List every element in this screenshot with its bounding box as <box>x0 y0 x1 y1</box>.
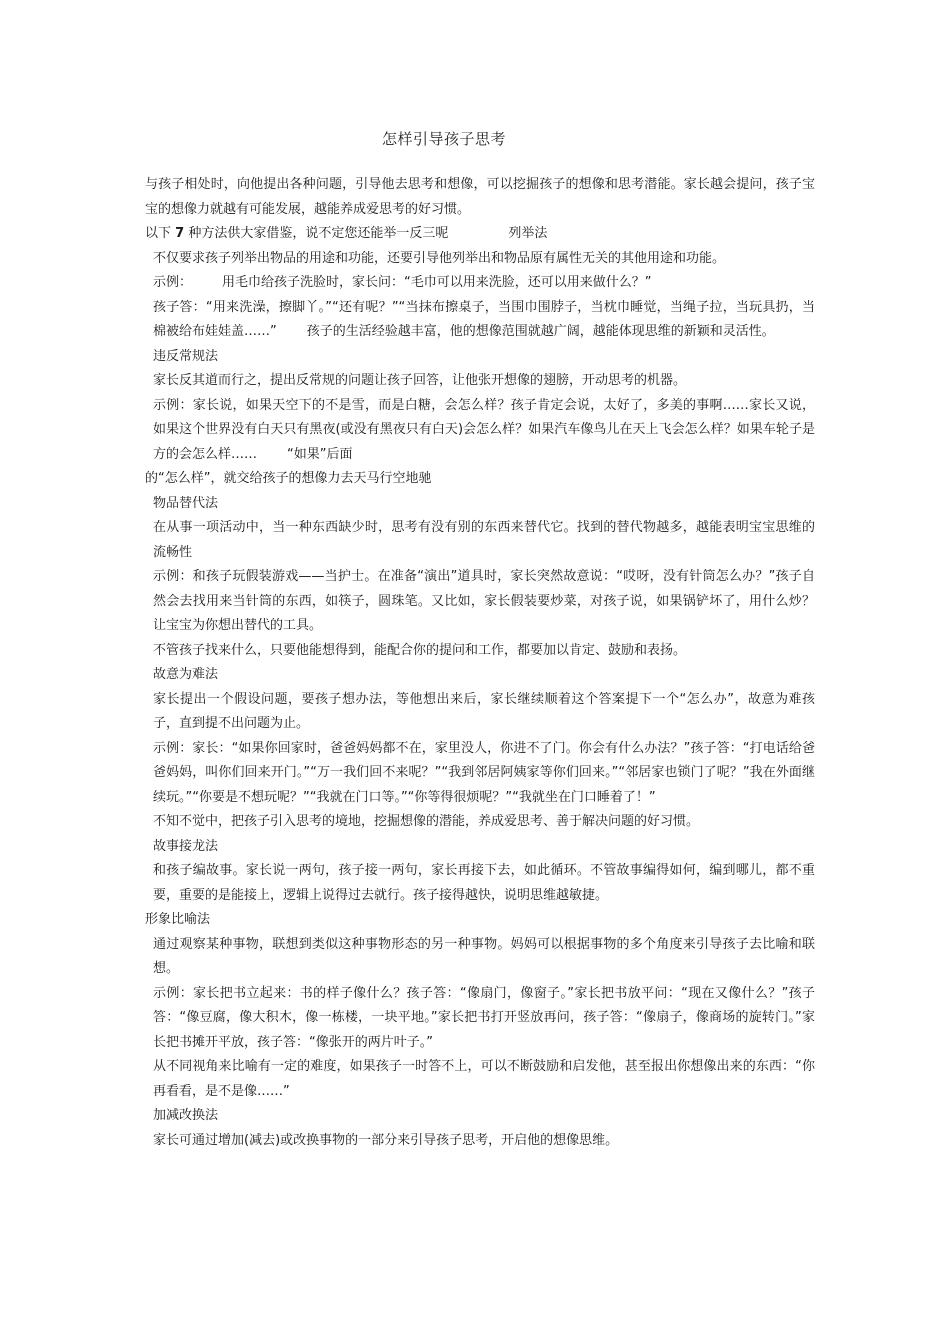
section-heading: 列举法 <box>508 226 548 241</box>
text: 孩子答：“用来洗澡，擦脚丫。”“还有呢？”“当抹布擦桌子，当围巾围脖子，当枕巾睡觉，当绳子拉，当玩具扔，当棉被给布娃娃盖……” <box>153 299 815 339</box>
paragraph <box>145 394 815 468</box>
text: 示例： <box>153 275 193 290</box>
document-body <box>145 173 815 1153</box>
paragraph: 示例：家长：“如果你回家时，爸爸妈妈都不在，家里没人，你进不了门。你会有什么办法？”孩子答：“打电话给爸爸妈妈，叫你们回来开门。”“万一我们回不来呢？”“我到邻居阿姨家等你们回来。”“邻居家也锁门了呢？”我在外面继续玩。”“你要是不想玩呢？”“我就在门口等。”“你等得很烦呢？”“我就坐在门口睡着了！” <box>153 740 815 805</box>
section-heading: 故意为难法 <box>153 667 219 682</box>
paragraph: 与孩子相处时，向他提出各种问题，引导他去思考和想像，可以挖掘孩子的想像和思考潜能。家长越会提问，孩子宝宝的想像力就越有可能发展，越能养成爱思考的好习惯。 <box>145 177 815 217</box>
text: 用毛巾给孩子洗脸时，家长问：“毛巾可以用来洗脸，还可以用来做什么？” <box>222 275 652 290</box>
paragraph: 家长提出一个假设问题，要孩子想办法，等他想出来后，家长继续顺着这个答案提下一个“怎么办”，故意为难孩子，直到提不出问题为止。 <box>153 691 815 731</box>
paragraph: 的“怎么样”，就交给孩子的想像力去天马行空地驰 <box>145 471 432 486</box>
section-heading: 物品替代法 <box>153 495 219 511</box>
paragraph: 示例：家长把书立起来：书的样子像什么？孩子答：“像扇门，像窗子。”家长把书放平问：“现在又像什么？”孩子答：“像豆腐，像大积木，像一栋楼，一块平地。”家长把书打开竖放再问，孩子答：“像扇子，像商场的旋转门。”家长把书摊开平放，孩子答：“像张开的两片叶子。” <box>153 985 815 1050</box>
paragraph: 不管孩子找来什么，只要他能想得到，能配合你的提问和工作，都要加以肯定、鼓励和表扬。 <box>153 642 687 658</box>
text: 种方法供大家借鉴，说不定您还能举一反三呢 <box>188 226 449 241</box>
text: 孩子的生活经验越丰富，他的想像范围就越广阔，越能体现思维的新颖和灵活性。 <box>306 324 775 339</box>
paragraph: 不知不觉中，把孩子引入思考的境地，挖掘想像的潜能，养成爱思考、善于解决问题的好习惯。 <box>153 814 700 829</box>
paragraph: 家长反其道而行之，提出反常规的问题让孩子回答，让他张开想像的翅膀，开动思考的机器。 <box>153 373 687 388</box>
section-heading: 加减改换法 <box>153 1108 219 1123</box>
section-heading: 违反常规法 <box>153 348 219 364</box>
section-heading: 故事接龙法 <box>153 838 219 854</box>
paragraph: 不仅要求孩子列举出物品的用途和功能，还要引导他列举出和物品原有属性无关的其他用途和功能。 <box>153 250 726 266</box>
paragraph: 示例：和孩子玩假装游戏——当护士。在准备“演出”道具时，家长突然故意说：“哎呀，没有针筒怎么办？”孩子自然会去找用来当针筒的东西，如筷子，圆珠笔。又比如，家长假装要炒菜，对孩子说，如果锅铲坏了，用什么炒？让宝宝为你想出替代的工具。 <box>153 569 815 633</box>
text: “如果”后面 <box>287 446 353 462</box>
paragraph: 在从事一项活动中，当一种东西缺少时，思考有没有别的东西来替代它。找到的替代物越多，越能表明宝宝思维的流畅性 <box>153 520 815 560</box>
text: 示例：家长说，如果天空下的不是雪，而是白糖，会怎么样？孩子肯定会说，太好了，多美的事啊……家长又说，如果这个世界没有白天只有黑夜(或没有黑夜只有白天)会怎么样？如果汽车像鸟儿在天上飞会怎么样？如果车轮子是方的会怎么样…… <box>153 397 815 462</box>
paragraph <box>145 222 815 247</box>
paragraph: 家长可通过增加(减去)或改换事物的一部分来引导孩子思考，开启他的想像思维。 <box>153 1132 619 1148</box>
section-heading: 形象比喻法 <box>145 912 211 927</box>
document-title: 怎样引导孩子思考 <box>382 130 507 148</box>
text: 7 <box>175 226 185 241</box>
paragraph <box>145 271 815 296</box>
paragraph: 从不同视角来比喻有一定的难度，如果孩子一时答不上，可以不断鼓励和启发他，甚至报出你想像出来的东西：“你再看看，是不是像……” <box>153 1059 815 1099</box>
text: 以下 <box>145 226 172 241</box>
paragraph: 和孩子编故事。家长说一两句，孩子接一两句，家长再接下去，如此循环。不管故事编得如何，编到哪儿，都不重要，重要的是能接上，逻辑上说得过去就行。孩子接得越快，说明思维越敏捷。 <box>153 863 815 903</box>
paragraph <box>145 296 815 345</box>
paragraph: 通过观察某种事物，联想到类似这种事物形态的另一种事物。妈妈可以根据事物的多个角度来引导孩子去比喻和联想。 <box>153 936 815 976</box>
